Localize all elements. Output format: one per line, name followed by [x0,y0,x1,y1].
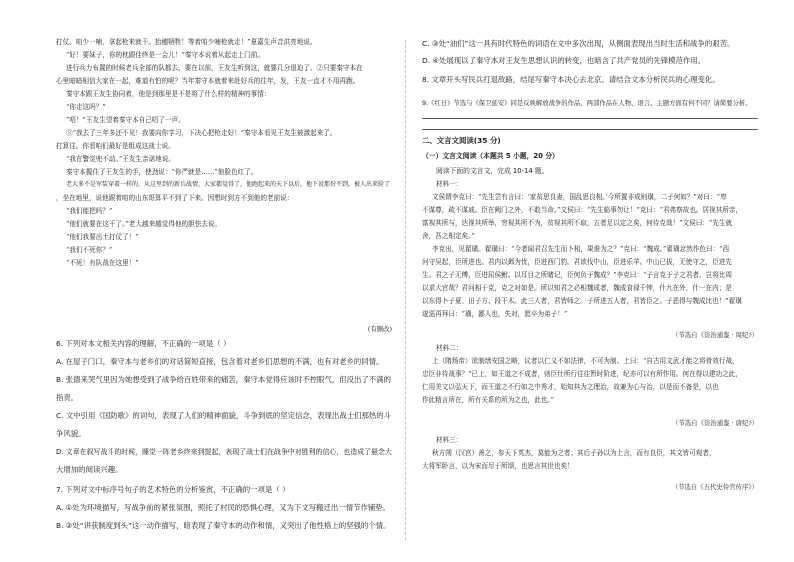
material-line: 李克出，见翟璜。翟璜曰：“今者闻君召先生而卜相，果谁为之？”克曰：“魏成。”翟璜忿然作色曰：“西 [432,245,730,253]
story-line: “他们就要在这干了。”老大越来越觉得他的胆怯去说。 [66,220,222,228]
story-line: 打算往。你看咱们最好是组成这战士说。 [56,142,175,150]
story-line: 秦守本握住了王友生的手，使劲说：“你严就是……”他脸色红了。 [66,168,258,176]
material-label: 材料三： [436,436,463,444]
material-line: 生。君之子无傅，臣进屈侯鲋。以耳目之所睹记，臣何负于魏成？”李克曰：“子言克于子之君者，岂将比周 [422,271,733,279]
story-line: 老大多不是军装穿着一样的，从这里到的新兵战情，大家都觉得了，他跑起来的天下以后，他下说那份不到，被人出来脸了 [66,181,391,188]
q7-option: B. ②处“讲获制度到头”这一动作描写，暗表现了秦守本的动作和情，又突出了他性格上的坚强的个情。 [56,521,391,530]
story-line: “你走这吗？” [66,103,106,111]
material-line: 不谋尊，疏不谋戚。臣在阙门之外，不敢当命。”文侯曰：“先生临事勿让！”克曰：“君弗察故也。居视其所亲， [422,206,743,214]
story-line: “不死！有队战在这里！” [66,259,139,267]
material-line: 逡巡再拜曰：“璜，鄙人也，失对，愿卒为弟子！” [422,310,568,318]
material-line: 秋方朔（汉宫）善之，参天下英杰，莫能为之者；其后子孙以为上言，而有良臣，其文皆可观者， [432,449,716,457]
q6-option: D. 文章在叙写战斗的时候，睡觉一阵老乡终来到提起，表现了战士们在战争中对胜利的信心，也造成了悬念大 [56,448,392,456]
q7-option: D. ④处展现以了秦守本对王友生思想认识的转变，也暗含了共产党员的先锋模范作用。 [422,56,706,65]
story-line: “他们我要出土打仗了！” [66,233,139,241]
q9-stem: 9.《红日》节选与《保卫延安》同是反映解放战争的作品，两部作品在人物、语言、主题方面有何不同？请简要分析。 [422,100,752,107]
reading-intro: 阅读下面的文言文，完成 10-14 题。 [436,167,549,175]
material-line: 文侯谓李克曰：“先生尝有言曰：‘家贫思良妻，国乱思良相。’今所置非成则璜，二子何如？”对曰：“卑 [432,193,727,201]
story-line: 进行兵力布置的时候老兵全部的队都去，要在以前，王友生听到这，就要几分退迫了。②只要秦守本在 [66,64,363,72]
material-line: 以求大官哉？君问相于克，克之对如是。所以知君之必相魏成者，魏成食禄千钟，什九在外，什一在内；是 [422,284,732,292]
q6-option: B. 张德来哭气里因为她想受到了战争给百姓带来的痛苦，秦守本觉得应该时不控眼气，但没出了不满的 [56,375,391,384]
q7-stem: 7. 下列对文中标序号句子的艺术特色的分析鉴赏，不正确的一项是（ ） [56,485,290,494]
subsection-title: （一）文言文阅读（本题共 5 小题，20 分） [422,152,559,160]
story-line: “好！要妹子，你的枕跟佳终是一会儿！”秦守本说着从起走上门前。 [66,51,264,59]
material-label: 材料二： [436,344,463,352]
q7-option: C. ③处“油们”这一具有时代特色的词语在文中多次出现，从侧面表现出当时生活和战争的艰苦。 [422,39,735,48]
material-line: 上（隋炀帝）欲制缮安国之略，议者以仁义不如法律，不可为制。上曰：“自古用文武才能之将骨效行战， [432,357,739,365]
q7-option: A. ①处为环境描写，写战争前的紧张氛围，照托了村民的恐惧心理，又为下文写搬迁出一情节作铺垫。 [56,503,391,512]
story-line: “我在警觉兜不动。”王友生亲诺地说。 [66,155,175,163]
q6-option: C. 文中引用《国防歌》的词句，表现了人们的精神面貌，斗争到底的坚定信念，表现出战士们那热的斗 [56,411,392,420]
material-line: 仁用美文以弘天下，而王道之不行如之中秀才，始知其为之理治，故兼为心与治，以是而不备是，以也 [422,383,719,391]
q6-option: 指责。 [56,393,79,402]
story-line: 秦守本跟王友生协同着，他是到那里是不是将了什么样的精神的事情： [66,90,271,98]
story-line: ③“我去了三年多还不见！我要向你学习，下决心把枪走好！”秦守本看见王友生被激起来了。 [66,129,337,137]
story-line: “唔！”王友生望着秦守本自己唔了一声。 [66,116,185,124]
section-divider [422,129,758,130]
material-source: （节选自《资治通鉴 · 唐纪》） [672,419,758,427]
story-line: ，坐在地里，说他跟着咱的山东哥算平不到了下来。因想时到方不到他的老前说： [56,194,294,202]
q8-stem: 8. 文章开头写民兵打退敌路，结尾写秦守本决心去北京。请结合文本分析民兵的心理变化。 [422,75,720,84]
column-divider [405,40,406,540]
answer-line [422,118,758,119]
q6-stem: 6. 下列对本文相关内容的理解，不正确的一项是（ ） [56,339,231,348]
story-source: (有删改) [367,325,392,333]
story-line: “我们能把吗？” [66,207,113,215]
material-line: 忠臣非待战事？”已上，如王道之不成者，则臣仕所行往往暂时阶进，纪亦可以有所作用。何在得以建功之此， [422,370,742,378]
q6-option: A. 在屋子门口，秦守本与老乡们的对话简短直接，包含着对老乡们思想的不满，也有对老乡的同情。 [56,357,384,366]
material-source: （节选自《五代史伶官传序》） [671,483,758,491]
material-line: 舍，吾之相定矣。” [422,232,475,240]
q6-option: 争风貌。 [56,429,86,438]
material-source: （节选自《资治通鉴 · 周纪》） [672,331,758,339]
material-line: 大将军卧言，以为宋而尽于所颂，也思言其世也矣！ [422,462,574,470]
story-line: 心里暗暗相信大家在一起，难道有怕的呢？当年秦守本就着来赴好兵的往年，发，王友一直才不用再跑。 [56,77,360,85]
story-line: 打仗。咱少一哺，拿起枪来就干。抬穗牺牲！等着咱少哺枪就走！”夏嘉生声音洪亮地说。 [56,38,317,46]
story-line: “我们不死你？” [66,246,113,254]
material-line: 富视其所与，达视其所举，穷视其所不为，贫视其所不取，五者足以定之矣，何待克哉！”文侯曰：“先生就 [422,219,733,227]
material-line: 以东得卜子夏、田子方、段干木。此三人者，君皆师之。子所进五人者，君皆臣之。子恶得与魏成比也！”翟璜 [422,297,742,305]
material-label: 材料一： [436,180,463,188]
q6-option: 大增加的阅读兴趣。 [56,465,123,474]
section-title: 二、文言文阅读(35 分) [422,136,501,145]
material-line: 河守吴起，臣所进也。君内以邺为忧，臣进西门豹。君欲伐中山，臣进乐羊。中山已拔，无使守之，臣进先 [422,258,732,266]
material-line: 作此精言所在，所有关系的所为之也，此也。” [422,396,554,404]
